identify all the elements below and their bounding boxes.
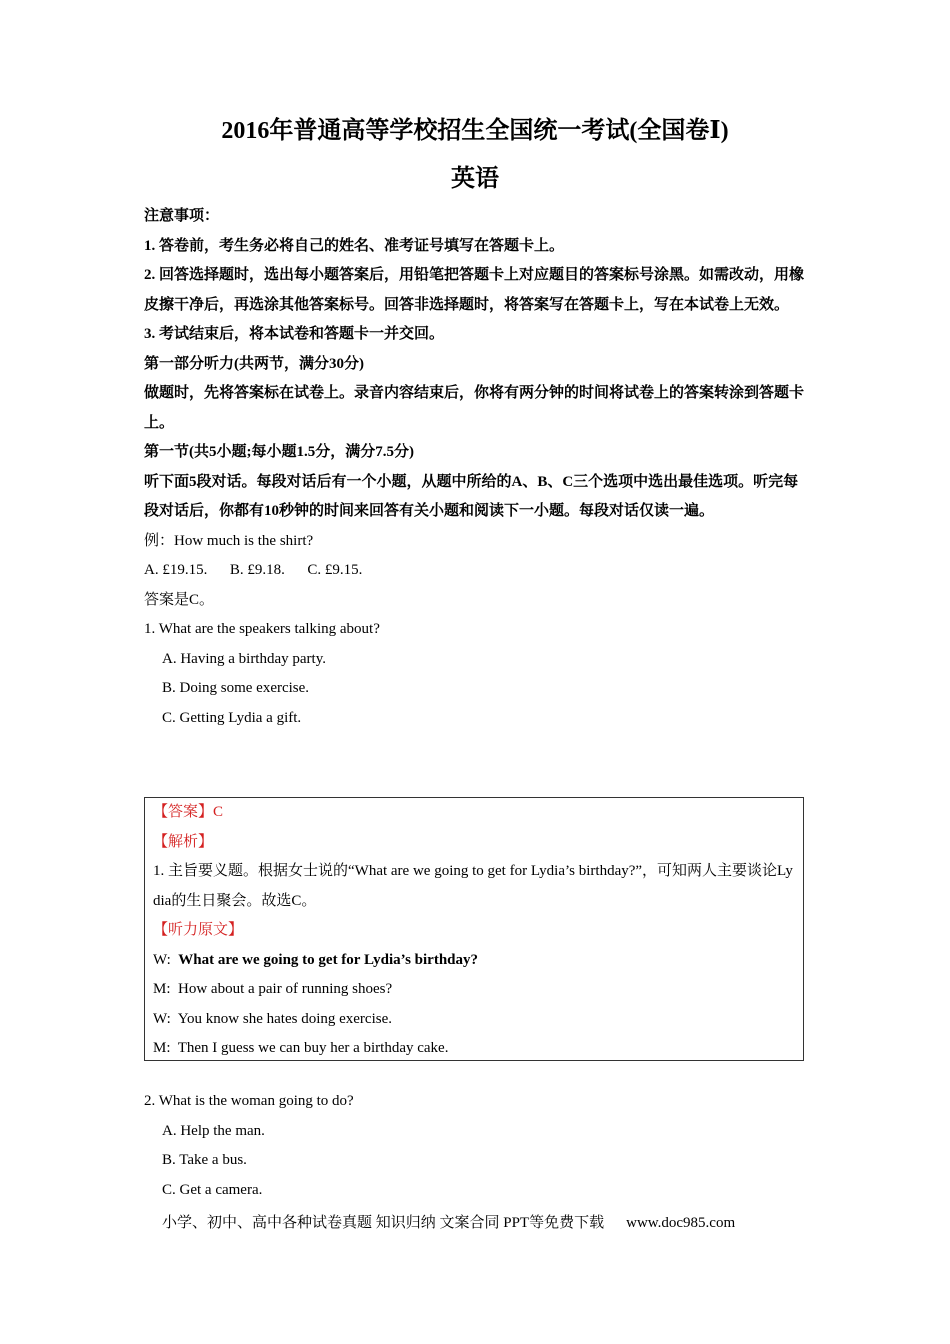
- transcript-line-2: M: How about a pair of running shoes?: [153, 981, 393, 997]
- example-answer: 答案是C。: [144, 591, 215, 608]
- subject-title: 英语: [451, 166, 499, 192]
- q2-block: [144, 1087, 808, 1205]
- example-options: A. £19.15. B. £9.18. C. £9.15.: [144, 562, 363, 578]
- transcript-line-1: [153, 946, 795, 976]
- transcript-speaker: W:: [153, 951, 171, 968]
- q2-question: 2. What is the woman going to do?: [144, 1093, 354, 1109]
- notes-heading: 注意事项：: [144, 208, 220, 224]
- page-footer: [162, 1210, 735, 1236]
- footer-text: 小学、初中、高中各种试卷真题 知识归纳 文案合同 PPT等免费下载: [162, 1215, 605, 1231]
- part1-heading: 第一部分听力(共两节，满分30分): [144, 355, 364, 372]
- q2-option-a: A. Help the man.: [162, 1122, 265, 1139]
- q1-option-c: C. Getting Lydia a gift.: [162, 709, 302, 726]
- section1-heading: 第一节(共5小题;每小题1.5分，满分7.5分): [144, 444, 414, 460]
- q1-option-b: B. Doing some exercise.: [162, 680, 310, 696]
- exam-title: 2016年普通高等学校招生全国统一考试(全国卷Ⅰ): [221, 118, 729, 144]
- transcript-label: 【听力原文】: [153, 922, 244, 938]
- q1-question: 1. What are the speakers talking about?: [144, 621, 380, 637]
- q2-option-c: C. Get a camera.: [162, 1181, 263, 1198]
- q2-option-b: B. Take a bus.: [162, 1152, 247, 1168]
- part1-instructions: 做题时，先将答案标在试卷上。录音内容结束后，你将有两分钟的时间将试卷上的答案转涂到答题卡上。: [144, 385, 805, 431]
- notes-item-1: 1. 答卷前，考生务必将自己的姓名、准考证号填写在答题卡上。: [144, 237, 565, 254]
- q1-option-a: A. Having a birthday party.: [162, 650, 326, 667]
- transcript-line-3: W: You know she hates doing exercise.: [153, 1010, 392, 1027]
- instructions-block: [144, 202, 808, 733]
- analysis-text: 1. 主旨要义题。根据女士说的“What are we going to get for Lydia’s birthday?”，可知两人主要谈论Lydia的生日聚会。故选C。: [153, 863, 793, 909]
- example-question: 例：How much is the shirt?: [144, 532, 314, 549]
- answer-label: 【答案】C: [153, 804, 224, 820]
- q1-answer-box: [144, 797, 804, 1061]
- notes-item-2: 2. 回答选择题时，选出每小题答案后，用铅笔把答题卡上对应题目的答案标号涂黑。如需改动，用橡皮擦干净后，再选涂其他答案标号。回答非选择题时，将答案写在答题卡上，写在本试卷上无效。: [144, 267, 805, 313]
- analysis-label: 【解析】: [153, 833, 214, 850]
- notes-item-3: 3. 考试结束后，将本试卷和答题卡一并交回。: [144, 326, 445, 342]
- transcript-line-4: M: Then I guess we can buy her a birthday cake.: [153, 1040, 449, 1056]
- footer-url[interactable]: www.doc985.com: [626, 1215, 736, 1231]
- section1-instructions: 听下面5段对话。每段对话后有一个小题，从题中所给的A、B、C三个选项中选出最佳选项。听完每段对话后，你都有10秒钟的时间来回答有关小题和阅读下一小题。每段对话仅读一遍。: [144, 473, 799, 519]
- transcript-key-sentence: What are we going to get for Lydia’s birthday?: [178, 951, 479, 968]
